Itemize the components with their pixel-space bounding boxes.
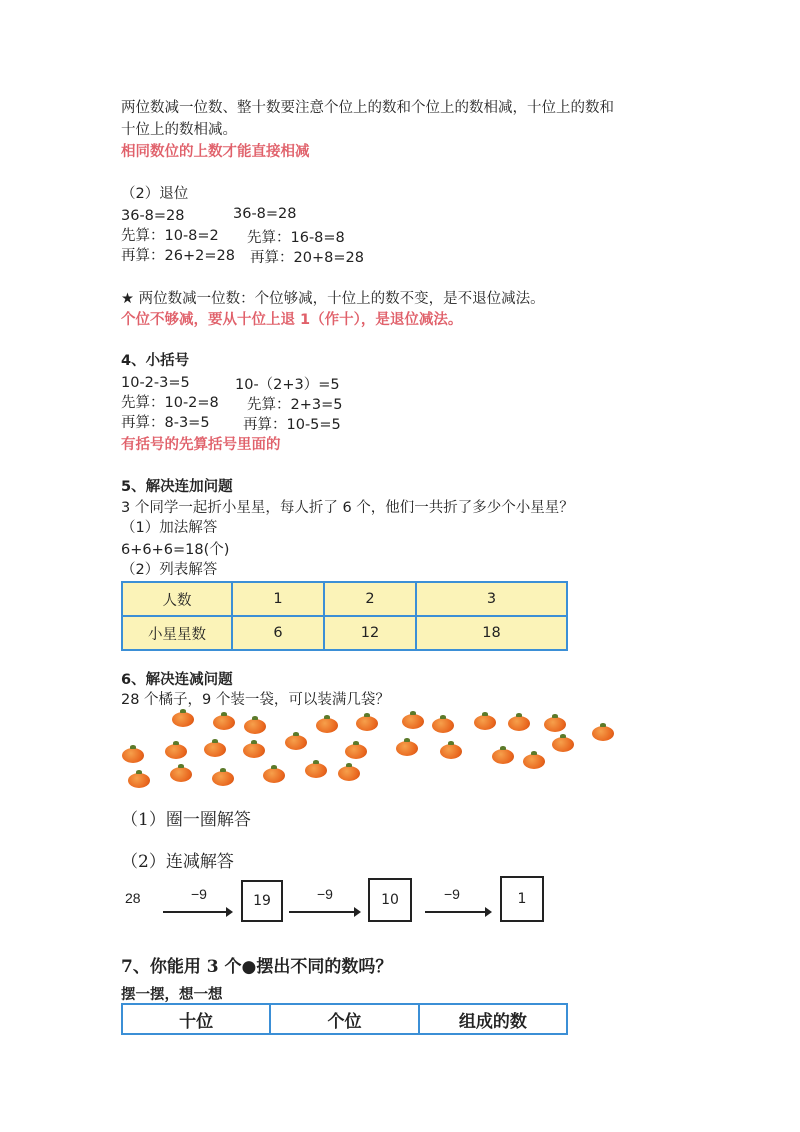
flow-arrow	[425, 911, 490, 913]
orange-icon	[508, 716, 530, 731]
orange-icon	[338, 766, 360, 781]
orange-icon	[396, 741, 418, 756]
section2-left-1: 先算：10-8=2	[121, 228, 219, 244]
table-header: 组成的数	[419, 1004, 567, 1034]
section5-method2: （2）列表解答	[121, 562, 218, 578]
table-row	[122, 582, 567, 616]
table-row	[122, 1004, 567, 1034]
section6-title: 6、解决连减问题	[121, 672, 233, 688]
orange-icon	[122, 748, 144, 763]
table-cell: 3	[416, 582, 567, 616]
section4-right-1: 先算：2+3=5	[247, 397, 343, 413]
orange-icon	[492, 749, 514, 764]
flow-arrow	[163, 911, 231, 913]
flow-result-box: 10	[368, 878, 412, 922]
orange-icon	[474, 715, 496, 730]
table-cell: 18	[416, 616, 567, 650]
flow-step-label: −9	[191, 886, 207, 902]
flow-result-box: 1	[500, 876, 544, 922]
section4-title: 4、小括号	[121, 353, 190, 369]
orange-icon	[165, 744, 187, 759]
orange-icon	[402, 714, 424, 729]
intro-note: 相同数位的上数才能直接相减	[121, 144, 310, 160]
table-cell: 2	[324, 582, 416, 616]
orange-icon	[213, 715, 235, 730]
orange-icon	[523, 754, 545, 769]
orange-icon	[544, 717, 566, 732]
section2-title: （2）退位	[121, 186, 189, 202]
section2-right-2: 再算：20+8=28	[250, 250, 364, 266]
orange-icon	[440, 744, 462, 759]
orange-icon	[263, 768, 285, 783]
section4-left-2: 再算：8-3=5	[121, 415, 210, 431]
orange-icon	[128, 773, 150, 788]
flow-start: 28	[125, 890, 141, 906]
flow-step-label: −9	[317, 886, 333, 902]
intro-line-2: 十位上的数相减。	[121, 122, 237, 138]
section2-star: ★ 两位数减一位数：个位够减，十位上的数不变，是不退位减法。	[121, 291, 545, 307]
section4-left-1: 先算：10-2=8	[121, 395, 219, 411]
orange-icon	[356, 716, 378, 731]
table-cell: 小星星数	[122, 616, 232, 650]
orange-icon	[244, 719, 266, 734]
section5-method1: （1）加法解答	[121, 520, 218, 536]
section5-title: 5、解决连加问题	[121, 479, 233, 495]
section7-table	[121, 1003, 568, 1035]
orange-icon	[552, 737, 574, 752]
section4-note: 有括号的先算括号里面的	[121, 437, 281, 453]
orange-icon	[592, 726, 614, 741]
section5-table	[121, 581, 568, 651]
section6-question: 28 个橘子，9 个装一袋，可以装满几袋？	[121, 692, 390, 708]
intro-line-1: 两位数减一位数、整十数要注意个位上的数和个位上的数相减，十位上的数和	[121, 100, 614, 116]
flow-step-label: −9	[444, 886, 460, 902]
table-cell: 1	[232, 582, 324, 616]
section7-subtitle: 摆一摆，想一想	[121, 987, 223, 1003]
section7-title: 7、你能用 3 个●摆出不同的数吗？	[121, 957, 393, 977]
section5-question: 3 个同学一起折小星星，每人折了 6 个，他们一共折了多少个小星星？	[121, 500, 574, 516]
flow-arrow	[289, 911, 359, 913]
table-cell: 人数	[122, 582, 232, 616]
table-row	[122, 616, 567, 650]
section2-left-0: 36-8=28	[121, 208, 185, 224]
section2-note: 个位不够减，要从十位上退 1（作十），是退位减法。	[121, 312, 463, 328]
orange-icon	[285, 735, 307, 750]
orange-icon	[243, 743, 265, 758]
orange-icon	[172, 712, 194, 727]
table-header: 十位	[122, 1004, 270, 1034]
orange-icon	[170, 767, 192, 782]
section6-method1: （1）圈一圈解答	[121, 810, 251, 830]
section4-right-0: 10-（2+3）=5	[235, 377, 340, 393]
section2-right-1: 先算：16-8=8	[247, 230, 345, 246]
section4-right-2: 再算：10-5=5	[243, 417, 341, 433]
table-cell: 12	[324, 616, 416, 650]
flow-result-box: 19	[241, 880, 283, 922]
table-cell: 6	[232, 616, 324, 650]
section2-left-2: 再算：26+2=28	[121, 248, 235, 264]
orange-icon	[305, 763, 327, 778]
section6-method2: （2）连减解答	[121, 852, 234, 872]
orange-icon	[316, 718, 338, 733]
section4-left-0: 10-2-3=5	[121, 375, 190, 391]
orange-icon	[432, 718, 454, 733]
orange-icon	[212, 771, 234, 786]
orange-icon	[204, 742, 226, 757]
section2-right-0: 36-8=28	[233, 206, 297, 222]
section5-equation: 6+6+6=18(个)	[121, 542, 230, 558]
orange-icon	[345, 744, 367, 759]
table-header: 个位	[270, 1004, 418, 1034]
